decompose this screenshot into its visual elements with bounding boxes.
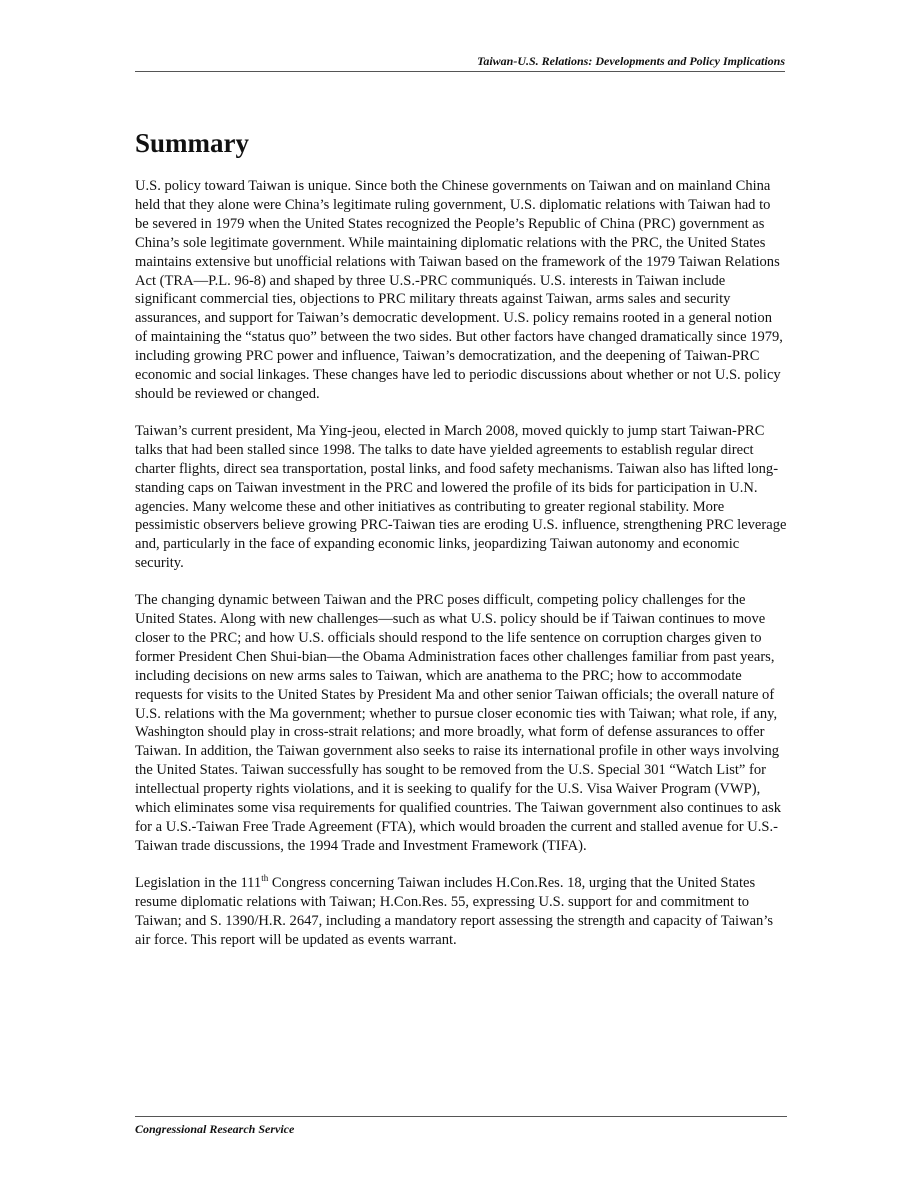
section-title: Summary [135,128,249,158]
paragraph-4 [135,874,787,950]
paragraph-4-start: Legislation in the 111 [135,874,262,891]
paragraph-4-rest: Congress concerning Taiwan includes H.Con.Res. 18, urging that the United States resume diplomatic relations with Taiwan; H.Con.Res. 55, expressing U.S. support for and commitment to Taiwan; and S. 1390/H.R. 2647, including a mandatory report assessing the strength and capacity of Taiwan’s air force. This report will be updated as events warrant. [135,874,774,948]
running-title: Taiwan-U.S. Relations: Developments and Policy Implications [477,54,785,68]
ordinal-suffix: th [261,872,269,883]
page-footer [135,1116,787,1137]
paragraph-2: Taiwan’s current president, Ma Ying-jeou, elected in March 2008, moved quickly to jump start Taiwan-PRC talks that had been stalled since 1998. The talks to date have yielded agreements to establish regular direct charter flights, direct sea transportation, postal links, and food safety mechanisms. Taiwan also has lifted long-standing caps on Taiwan investment in the PRC and lowered the profile of its bids for participation in U.N. agencies. Many welcome these and other initiatives as contributing to greater regional stability. More pessimistic observers believe growing PRC-Taiwan ties are eroding U.S. influence, strengthening PRC leverage and, particularly in the face of expanding economic links, jeopardizing Taiwan autonomy and economic security. [135,422,787,572]
summary-body [135,177,787,967]
paragraph-1: U.S. policy toward Taiwan is unique. Since both the Chinese governments on Taiwan and on mainland China held that they alone were China’s legitimate ruling government, U.S. diplomatic relations with Taiwan had to be severed in 1979 when the United States recognized the People’s Republic of China (PRC) government as China’s sole legitimate government. While maintaining diplomatic relations with the PRC, the United States maintains extensive but unofficial relations with Taiwan based on the framework of the 1979 Taiwan Relations Act (TRA—P.L. 96-8) and shaped by three U.S.-PRC communiqués. U.S. interests in Taiwan include significant commercial ties, objections to PRC military threats against Taiwan, arms sales and security assurances, and support for Taiwan’s democratic development. U.S. policy remains rooted in a general notion of maintaining the “status quo” between the two sides. But other factors have changed dramatically since 1979, including growing PRC power and influence, Taiwan’s democratization, and the deepening of Taiwan-PRC economic and social linkages. These changes have led to periodic discussions about whether or not U.S. policy should be reviewed or changed. [135,178,783,402]
paragraph-3: The changing dynamic between Taiwan and the PRC poses difficult, competing policy challenges for the United States. Along with new challenges—such as what U.S. policy should be if Taiwan continues to move closer to the PRC; and how U.S. officials should respond to the life sentence on corruption charges given to former President Chen Shui-bian—the Obama Administration faces other challenges familiar from past years, including decisions on new arms sales to Taiwan, which are anathema to the PRC; how to accommodate requests for visits to the United States by President Ma and other senior Taiwan officials; the overall nature of U.S. relations with the Ma government; whether to pursue closer economic ties with Taiwan; what role, if any, Washington should play in cross-strait relations; and more broadly, what form of defense assurances to offer Taiwan. In addition, the Taiwan government also seeks to raise its international profile in other ways involving the United States. Taiwan successfully has sought to be removed from the U.S. Special 301 “Watch List” for intellectual property rights violations, and it is seeking to qualify for the U.S. Visa Waiver Program (VWP), which eliminates some visa requirements for qualified countries. The Taiwan government also continues to ask for a U.S.-Taiwan Free Trade Agreement (FTA), which would broaden the current and stalled avenue for U.S.-Taiwan trade discussions, the 1994 Trade and Investment Framework (TIFA). [135,592,782,854]
publisher-name: Congressional Research Service [135,1122,295,1136]
running-header [135,53,785,72]
